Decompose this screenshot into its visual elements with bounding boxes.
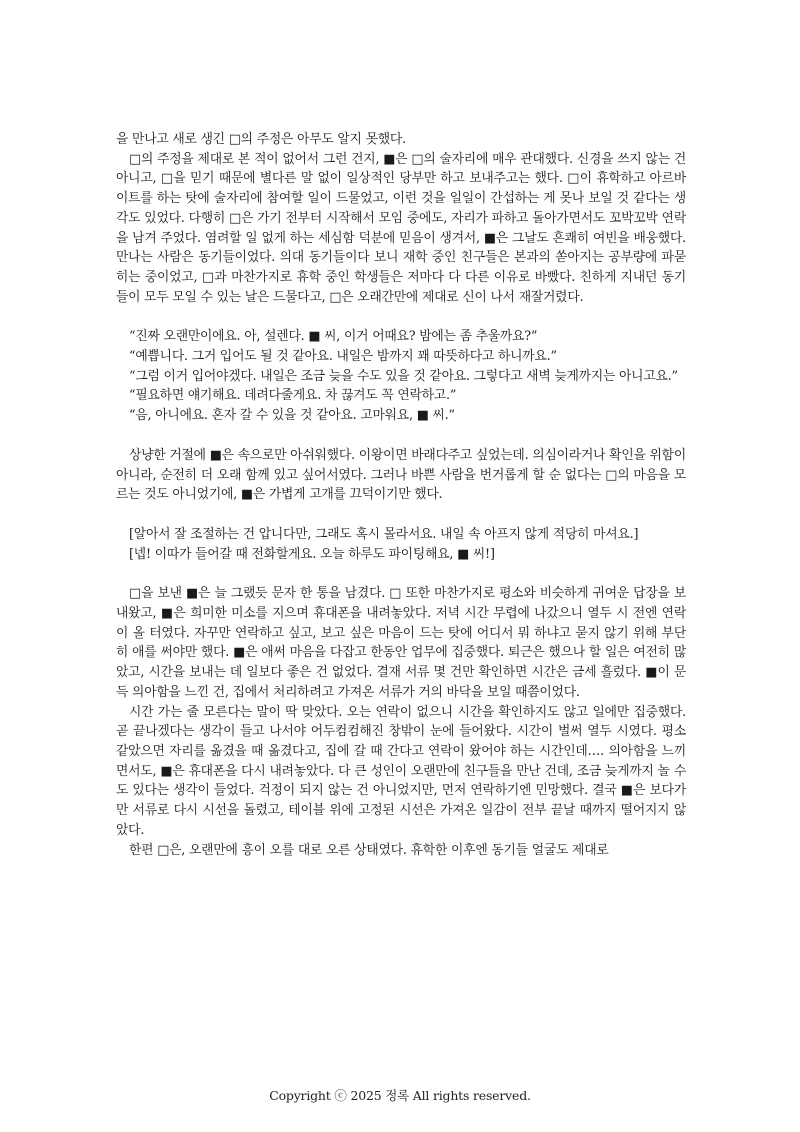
copyright-footer: Copyright ⓒ 2025 정록 All rights reserved. (269, 1088, 531, 1103)
section-gap (116, 505, 686, 525)
dialogue-line: “예쁩니다. 그거 입어도 될 것 같아요. 내일은 밤까지 꽤 따뜻하다고 하니까요.” (129, 349, 557, 365)
paragraph: 상냥한 거절에 ■은 속으로만 아쉬워했다. 이왕이면 바래다주고 싶었는데. 의심이라거나 확인을 위함이 아니라, 순전히 더 오래 함께 있고 싶어서였다. 그러나 바쁜 사람을 번거롭게 할 순 없다는 □의 마음을 모르는 것도 아니었기에, ■은 가볍게 고개를 끄덕이기만 했다. (116, 447, 686, 503)
section-gap (116, 307, 686, 327)
paragraph: □을 보낸 ■은 늘 그랬듯 문자 한 통을 남겼다. □ 또한 마찬가지로 평소와 비슷하게 귀여운 답장을 보내왔고, ■은 희미한 미소를 지으며 휴대폰을 내려놓았다. 저녁 시간 무렵에 나갔으니 열두 시 전엔 연락이 올 터였다. 자꾸만 연락하고 싶고, 보고 싶은 마음이 드는 탓에 어디서 뭐 하냐고 묻지 않기 위해 부단히 애를 써야만 했다. ■은 애써 마음을 다잡고 한동안 업무에 집중했다. 퇴근은 했으나 할 일은 여전히 많았고, 시간을 보내는 데 일보다 좋은 건 없었다. 결재 서류 몇 건만 확인하면 시간은 금세 흘렀다. ■이 문득 의아함을 느낀 건, 집에서 처리하려고 가져온 서류가 거의 바닥을 보일 때쯤이었다. (116, 586, 686, 700)
paragraph-intro: □의 주정을 제대로 본 적이 없어서 그런 건지, ■은 □의 술자리에 매우 관대했다. 신경을 쓰지 않는 건 아니고, □을 믿기 때문에 별다른 말 없이 일상적인 당부만 하고 보내주고는 했다. □이 휴학하고 아르바이트를 하는 탓에 술자리에 참여할 일이 드물었고, 이런 것을 일일이 간섭하는 게 못나 보일 것 같다는 생각도 있었다. 다행히 □은 가기 전부터 시작해서 모임 중에도, 자리가 파하고 돌아가면서도 꼬박꼬박 연락을 남겨 주었다. 염려할 일 없게 하는 세심함 덕분에 믿음이 생겨서, ■은 그날도 흔쾌히 여빈을 배웅했다. 만나는 사람은 동기들이었다. 의대 동기들이다 보니 재학 중인 친구들은 본과의 쏟아지는 공부량에 파묻히는 중이었고, □과 마찬가지로 휴학 중인 학생들은 저마다 다 다른 이유로 바빴다. 친하게 지내던 동기들이 모두 모일 수 있는 날은 드물다고, □은 오래간만에 제대로 신이 나서 재잘거렸다. (116, 151, 686, 305)
paragraph: 한편 □은, 오랜만에 흥이 오를 대로 오른 상태였다. 휴학한 이후엔 동기들 얼굴도 제대로 (129, 842, 609, 858)
paragraph-continuation: 을 만나고 새로 생긴 □의 주정은 아무도 알지 못했다. (116, 132, 406, 147)
dialogue-line: “음, 아니에요. 혼자 갈 수 있을 것 같아요. 고마워요, ■ 씨.” (129, 408, 455, 424)
section-gap (116, 564, 686, 584)
document-body (116, 130, 686, 860)
paragraph: 시간 가는 줄 모른다는 말이 딱 맞았다. 오는 연락이 없으니 시간을 확인하지도 않고 일에만 집중했다. 곧 끝나겠다는 생각이 들고 나서야 어두컴컴해진 창밖이 눈에 들어왔다. 시간이 벌써 열두 시였다. 평소 같았으면 자리를 옮겼을 때 옮겼다고, 집에 갈 때 간다고 연락이 왔어야 하는 시간인데…. 의아함을 느끼면서도, ■은 휴대폰을 다시 내려놓았다. 다 큰 성인이 오랜만에 친구들을 만난 건데, 조금 늦게까지 놀 수도 있다는 생각이 들었다. 걱정이 되지 않는 건 아니었지만, 먼저 연락하기엔 민망했다. 결국 ■은 보다가 만 서류로 다시 시선을 돌렸고, 테이블 위에 고정된 시선은 가져온 일감이 전부 끝날 때까지 떨어지지 않았다. (116, 704, 686, 838)
dialogue-line: “필요하면 얘기해요. 데려다줄게요. 차 끊겨도 꼭 연락하고.” (129, 388, 457, 404)
text-message: [알아서 잘 조절하는 건 압니다만, 그래도 혹시 몰라서요. 내일 속 아프지 않게 적당히 마셔요.] (129, 526, 639, 542)
text-message: [넵! 이따가 들어갈 때 전화할게요. 오늘 하루도 파이팅해요, ■ 씨!] (129, 546, 495, 562)
dialogue-line: “그럼 이거 입어야겠다. 내일은 조금 늦을 수도 있을 것 같아요. 그렇다고 새벽 늦게까지는 아니고요.” (129, 368, 678, 384)
section-gap (116, 426, 686, 446)
dialogue-line: “진짜 오랜만이에요. 아, 설렌다. ■ 씨, 이거 어때요? 밤에는 좀 추울까요?” (129, 329, 538, 345)
